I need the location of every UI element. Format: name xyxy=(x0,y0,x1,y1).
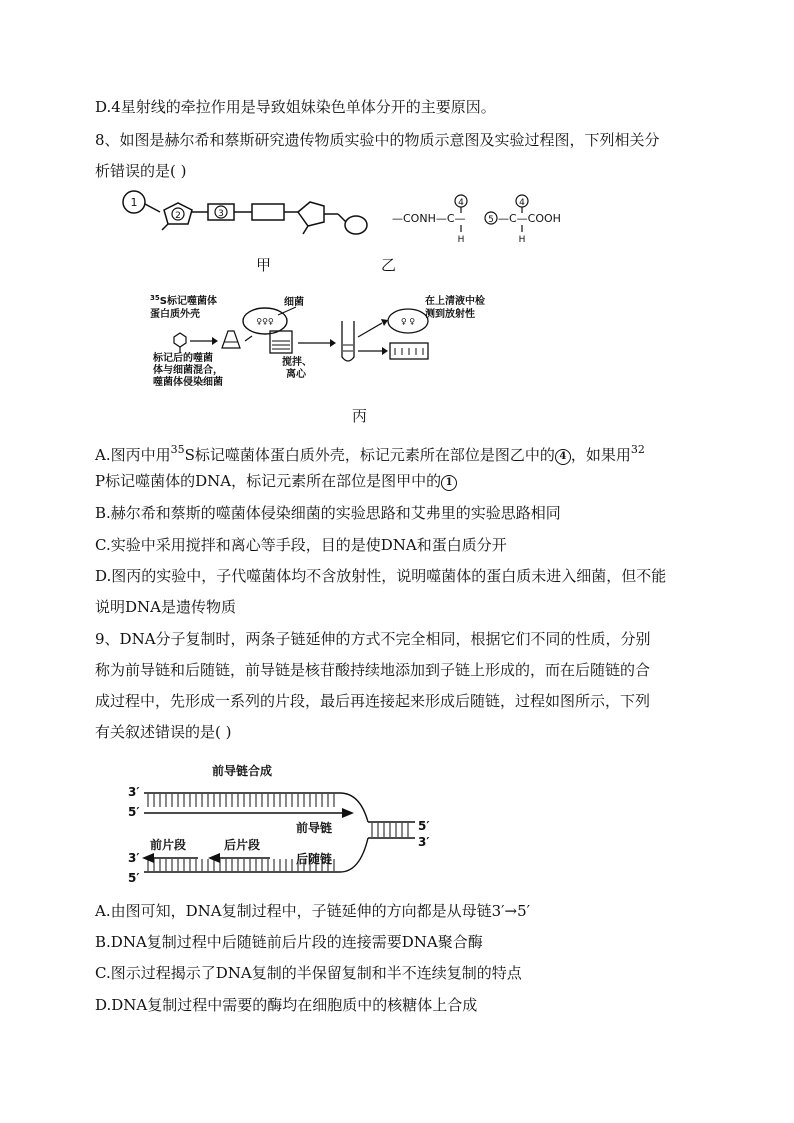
jia-label-2: 2 xyxy=(175,211,181,221)
dna-next: 后片段 xyxy=(224,838,261,852)
bing-35s-2: 蛋白质外壳 xyxy=(150,309,200,320)
bing-stir-1: 搅拌、 xyxy=(282,357,312,368)
bing-mix-2: 体与细菌混合， xyxy=(153,365,223,376)
caption-jia: 甲 xyxy=(256,256,272,274)
dna-right3: 3′ xyxy=(418,835,430,849)
dna-lead: 前导链 xyxy=(296,821,333,835)
bing-35s-sup: 35 xyxy=(150,294,160,302)
q8-option-c: C.实验中采用搅拌和离心等手段，目的是使DNA和蛋白质分开 xyxy=(95,536,507,554)
q9-stem-line4: 有关叙述错误的是( ) xyxy=(95,723,232,741)
jia-label-3: 3 xyxy=(218,209,224,219)
yi-formula-left: —CONH—C— xyxy=(392,212,466,225)
dna-title: 前导链合成 xyxy=(212,764,273,778)
yi-h-1: H xyxy=(457,235,465,244)
dna-bot3: 3′ xyxy=(128,851,140,865)
svg-text:♀♀♀: ♀♀♀ xyxy=(256,317,274,326)
q9-option-d: D.DNA复制过程中需要的酶均在细胞质中的核糖体上合成 xyxy=(95,996,478,1014)
q8-option-d-line1: D.图丙的实验中，子代噬菌体均不含放射性，说明噬菌体的蛋白质未进入细菌，但不能 xyxy=(95,567,667,585)
q9-stem-line3: 成过程中，先形成一系列的片段，最后再连接起来形成后随链，过程如图所示，下列 xyxy=(95,692,651,710)
bing-bacteria: 细菌 xyxy=(284,297,304,308)
bing-mix-1: 标记后的噬菌 xyxy=(153,353,213,364)
dna-top3: 3′ xyxy=(128,785,140,799)
yi-circle-4a: 4 xyxy=(458,198,464,208)
bing-35s-1: S标记噬菌体 xyxy=(159,296,217,307)
q9-stem-line1: 9、DNA分子复制时，两条子链延伸的方式不完全相同，根据它们不同的性质，分别 xyxy=(95,630,651,648)
yi-circle-5: 5 xyxy=(488,215,494,225)
q8-option-b: B.赫尔希和蔡斯的噬菌体侵染细菌的实验思路和艾弗里的实验思路相同 xyxy=(95,504,561,522)
caption-yi: 乙 xyxy=(381,256,397,274)
yi-circle-4b: 4 xyxy=(519,198,525,208)
circled-1: 1 xyxy=(441,475,457,491)
yi-formula-right: —C—COOH xyxy=(498,212,561,225)
figure-yi-peptide xyxy=(392,192,592,244)
q7-option-d: D.4星射线的牵拉作用是导致姐妹染色单体分开的主要原因。 xyxy=(95,98,496,116)
figure-jia-nucleotide xyxy=(110,190,380,250)
dna-right5: 5′ xyxy=(418,819,430,833)
q8-option-a-line2: P标记噬菌体的DNA，标记元素所在部位是图甲中的 1 xyxy=(95,471,457,491)
q8-stem-line1: 8、如图是赫尔希和蔡斯研究遗传物质实验中的物质示意图及实验过程图，下列相关分 xyxy=(95,131,660,149)
q8-option-a-line1: A.图丙中用$^{35}$S标记噬菌体蛋白质外壳，标记元素所在部位是图乙中的 4 ，如果用$^{32}$ xyxy=(95,443,645,464)
bing-super-1: 在上清液中检 xyxy=(425,296,485,307)
bing-mix-3: 噬菌体侵染细菌 xyxy=(153,377,223,388)
q9-option-b: B.DNA复制过程中后随链前后片段的连接需要DNA聚合酶 xyxy=(95,933,483,951)
dna-bot5: 5′ xyxy=(128,871,140,885)
q9-option-a: A.由图可知，DNA复制过程中，子链延伸的方向都是从母链3′→5′ xyxy=(95,902,531,920)
yi-h-2: H xyxy=(518,235,526,244)
svg-text:♀ ♀: ♀ ♀ xyxy=(400,317,416,326)
q8-option-d-line2: 说明DNA是遗传物质 xyxy=(95,598,236,616)
circled-4: 4 xyxy=(555,449,571,465)
dna-prev: 前片段 xyxy=(150,838,187,852)
q8-stem-line2: 析错误的是( ) xyxy=(95,162,187,180)
dna-top5: 5′ xyxy=(128,805,140,819)
jia-label-1: 1 xyxy=(130,196,138,209)
figure-dna-replication xyxy=(120,760,440,890)
svg-text:35S标记噬菌体 xyxy=(150,294,217,307)
caption-bing: 丙 xyxy=(352,407,368,425)
dna-lag: 后随链 xyxy=(296,852,333,866)
q9-stem-line2: 称为前导链和后随链，前导链是核苷酸持续地添加到子链上形成的，而在后随链的合 xyxy=(95,661,651,679)
q9-option-c: C.图示过程揭示了DNA复制的半保留复制和半不连续复制的特点 xyxy=(95,964,522,982)
bing-super-2: 测到放射性 xyxy=(425,309,475,320)
bing-stir-2: 离心 xyxy=(286,369,306,380)
figure-bing-experiment xyxy=(150,293,520,398)
